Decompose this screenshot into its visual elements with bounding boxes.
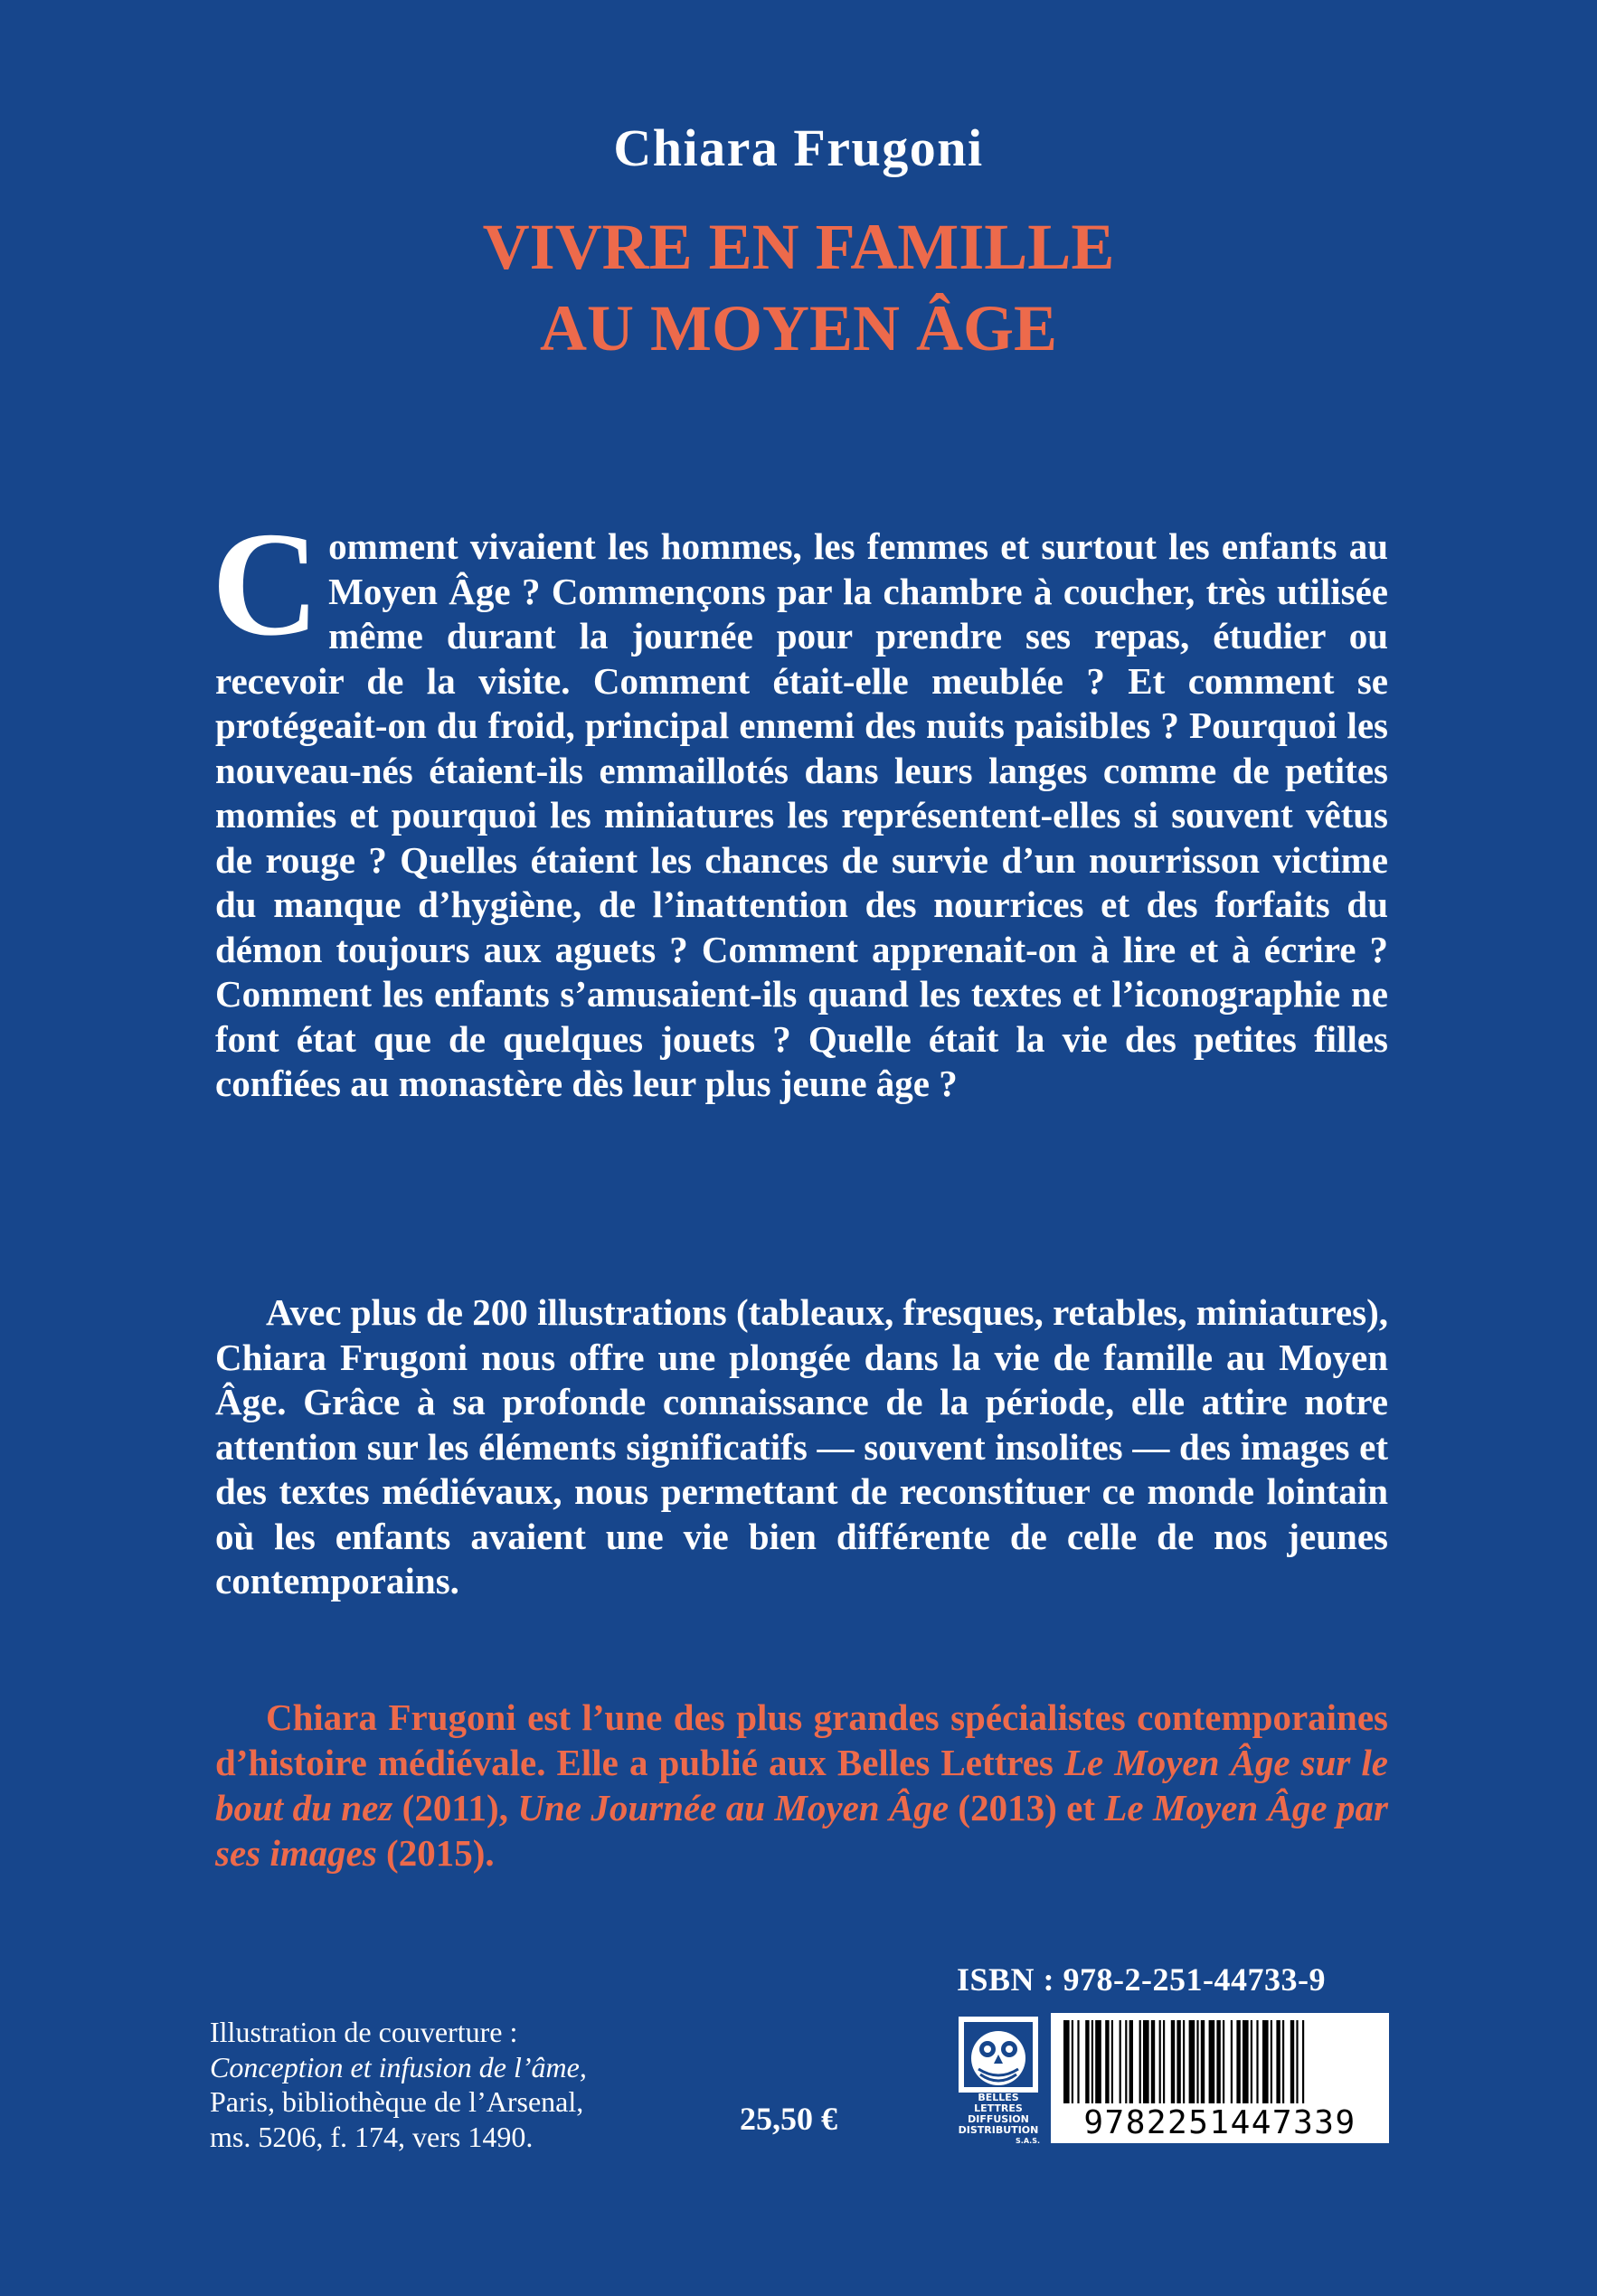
description-paragraph-1 bbox=[212, 501, 1388, 1107]
cover-illustration-credit bbox=[210, 2015, 587, 2154]
bio-book-1: Le Moyen Âge sur le bout du nez bbox=[215, 1742, 1388, 1828]
paragraph-1-text: omment vivaient les hommes, les femmes et surtout les enfants au Moyen Âge ? Commençons par la chambre à coucher, très utilisée même durant la journée pour prendre ses repas, étudier ou recevoir de la visite. Comment était-elle meublée ? Et comment se protégeait-on du froid, principal ennemi des nuits paisibles ? Pourquoi les nouveau-nés étaient-ils emmaillotés dans leurs langes comme de petites momies et pourquoi les miniatures les représentent-elles si souvent vêtus de rouge ? Quelles étaient les chances de survie d’un nourrisson victime du manque d’hygiène, de l’inattention des nourrices et des forfaits du démon toujours aux aguets ? Comment apprenait-on à lire et à écrire ? Comment les enfants s’amusaient-ils quand les textes et l’iconographie ne font état que de quelques jouets ? Quelle était la vie des petites filles confiées au monastère dès leur plus jeune âge ? bbox=[215, 525, 1388, 1104]
book-title bbox=[0, 206, 1597, 369]
drop-cap: C bbox=[212, 501, 320, 666]
credit-line-4: ms. 5206, f. 174, vers 1490. bbox=[210, 2120, 534, 2153]
barcode-number: 9782251447339 bbox=[1051, 2103, 1389, 2143]
bio-text-1: Chiara Frugoni est l’une des plus grandes spécialistes contemporaines d’histoire médiévale. Elle a publié aux Belles Lettres bbox=[215, 1696, 1388, 1783]
price: 25,50 € bbox=[740, 2101, 837, 2137]
author-bio bbox=[215, 1695, 1388, 1876]
bio-text-2: (2011), bbox=[392, 1787, 518, 1828]
author-name: Chiara Frugoni bbox=[613, 118, 984, 177]
publisher-logo-text: BELLES LETTRES DIFFUSION DISTRIBUTION S.A.S. bbox=[958, 2092, 1040, 2145]
bio-text-4: (2015). bbox=[376, 1832, 495, 1874]
credit-line-3: Paris, bibliothèque de l’Arsenal, bbox=[210, 2085, 584, 2118]
title-line-1: VIVRE EN FAMILLE bbox=[482, 211, 1115, 283]
credit-line-1: Illustration de couverture : bbox=[210, 2016, 518, 2048]
description-paragraph-2: Avec plus de 200 illustrations (tableaux, fresques, retables, miniatures), Chiara Frugoni nous offre une plongée dans la vie de famille au Moyen Âge. Grâce à sa profonde connaissance de la période, elle attire notre attention sur les éléments significatifs — souvent insolites — des images et des textes médiévaux, nous permettant de reconstituer ce monde lointain où les enfants avaient une vie bien différente de celle de nos jeunes contemporains. bbox=[215, 1291, 1388, 1602]
credit-line-2: Conception et infusion de l’âme, bbox=[210, 2050, 587, 2083]
isbn: ISBN : 978-2-251-44733-9 bbox=[957, 1961, 1326, 1998]
title-line-2: AU MOYEN ÂGE bbox=[540, 292, 1057, 364]
barcode-bars-icon bbox=[1051, 2013, 1389, 2107]
bio-book-2: Une Journée au Moyen Âge bbox=[517, 1787, 950, 1828]
bio-text-3: (2013) et bbox=[949, 1787, 1105, 1828]
bio-book-3: Le Moyen Âge par ses images bbox=[215, 1787, 1388, 1874]
